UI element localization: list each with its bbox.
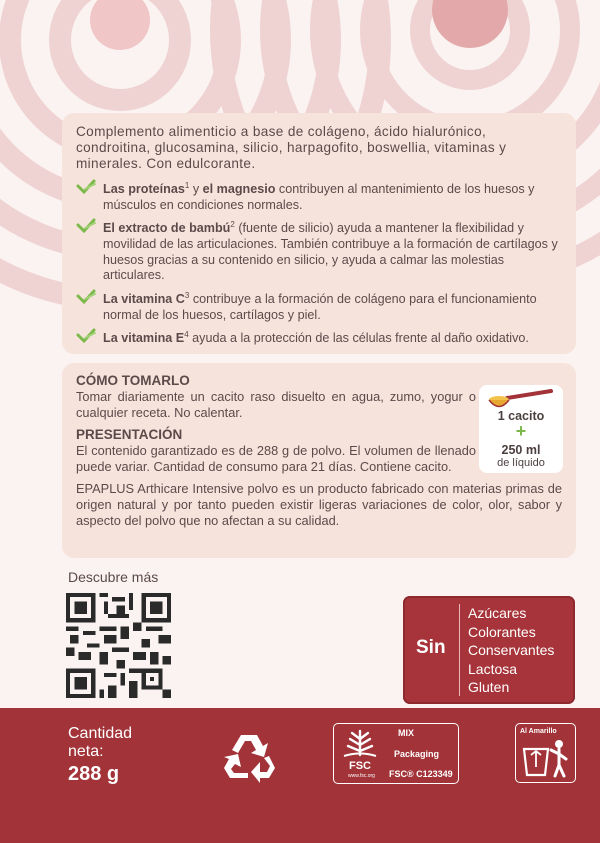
footnote-ref: 1: [184, 181, 190, 190]
intro-text: Complemento alimenticio a base de colágeno, ácido hialurónico, condroitina, glucosamina, silicio, harpagofito, boswellia, vitaminas y minerales. Con edulcorante.: [76, 124, 507, 171]
check-leaf-icon: [76, 289, 96, 305]
benefit-item: [76, 217, 562, 284]
benefit-bold: El extracto de bambú: [103, 221, 231, 236]
benefit-text: (fuente de silicio) ayuda a mantener la flexibilidad y movilidad de las articulaciones. También contribuye a la formación de cartílagos y huesos gracias a su contenido en silicio, y ayuda a calmar las molestias articulares.: [103, 221, 558, 283]
presentacion-text: El contenido garantizado es de 288 g de polvo. El volumen de llenado puede variar. Cantidad de consumo para 21 días. Contiene cacito.: [76, 443, 476, 474]
benefit-text: ayuda a la protección de las células frente al daño oxidativo.: [188, 331, 529, 346]
dosage-line3: de líquido: [497, 457, 545, 469]
benefit-item: [76, 327, 562, 347]
list-item: Azúcares: [468, 605, 527, 621]
benefit-item: [76, 178, 562, 213]
descubre-label: Descubre más: [68, 569, 159, 585]
amarillo-badge: [515, 723, 576, 783]
sin-label: Sin: [416, 637, 446, 658]
free-from-list: [468, 604, 554, 697]
dosage-plus: +: [515, 421, 527, 441]
list-item: Lactosa: [468, 660, 518, 677]
fsc-code: FSC® C123349: [389, 769, 453, 779]
fsc-logo-text: FSC: [349, 760, 371, 771]
dosage-line2: 250 ml: [501, 443, 541, 457]
cantidad-label1: Cantidad: [68, 725, 133, 742]
fsc-packaging: Packaging: [394, 749, 440, 759]
benefit-bold: La vitamina C: [103, 292, 185, 307]
divider: [459, 604, 460, 696]
recycle-icon: [222, 732, 276, 784]
fsc-badge: [333, 723, 459, 784]
benefit-text: contribuye a la formación de colágeno para el funcionamiento normal de los huesos, cartílagos y piel.: [103, 292, 537, 322]
nota-text: EPAPLUS Arthicare Intensive polvo es un producto fabricado con materias primas de origen natural y por tanto pueden existir ligeras variaciones de color, olor, sabor y aspecto del polvo que no afectan a su calidad.: [76, 481, 562, 528]
qr-code[interactable]: [66, 593, 171, 698]
presentacion-title: PRESENTACIÓN: [76, 427, 183, 442]
check-leaf-icon: [76, 328, 96, 344]
check-leaf-icon: [76, 179, 96, 195]
net-quantity: [68, 725, 132, 783]
como-text: Tomar diariamente un cacito raso disuelto en agua, zumo, yogur o cualquier receta. No calentar.: [76, 389, 476, 420]
free-from-box: [403, 596, 575, 704]
measuring-scoop-icon: [487, 389, 555, 411]
benefit-bold: Las proteínas: [103, 182, 185, 197]
list-item: Colorantes: [468, 623, 536, 640]
dosage-line1: 1 cacito: [497, 409, 545, 423]
check-leaf-icon: [76, 218, 96, 234]
cantidad-label2: neta:: [68, 743, 104, 760]
footnote-ref: 4: [184, 330, 189, 340]
cantidad-value: 288 g: [68, 763, 120, 785]
benefit-bold: La vitamina E: [103, 331, 185, 346]
benefits-panel: [62, 113, 576, 354]
list-item: Conservantes: [468, 642, 555, 659]
dosage-box: [479, 385, 563, 473]
benefit-text: contribuyen al mantenimiento de los huesos y músculos en condiciones normales.: [103, 182, 535, 212]
footnote-ref: 3: [184, 290, 190, 300]
benefit-bold: el magnesio: [202, 182, 276, 197]
como-title: CÓMO TOMARLO: [76, 373, 190, 388]
amarillo-label: Al Amarillo: [520, 728, 557, 735]
fsc-www: www.fsc.org: [348, 773, 375, 779]
list-item: Gluten: [468, 679, 510, 696]
footnote-ref: 2: [230, 220, 235, 230]
recycling-bin-icon: [521, 739, 571, 779]
benefit-item: [76, 288, 562, 323]
fsc-mix: MIX: [398, 728, 415, 738]
benefit-text: y: [189, 182, 203, 197]
fsc-tree-icon: [340, 729, 380, 771]
